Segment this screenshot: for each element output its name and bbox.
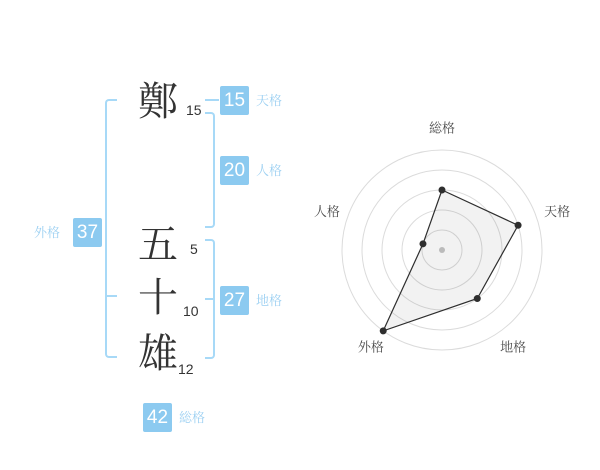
name-char-3-strokes: 10 — [183, 303, 199, 319]
radar-chart-svg — [302, 110, 582, 390]
jinkaku-badge: 20 — [220, 156, 249, 185]
jinkaku-bracket — [205, 112, 215, 228]
name-char-4: 雄 — [138, 332, 178, 376]
jinkaku-label: 人格 — [256, 163, 283, 178]
radar-data-point — [380, 327, 387, 334]
gaikaku-bracket — [105, 99, 117, 358]
tenkaku-badge: 15 — [220, 86, 249, 115]
name-char-2-strokes: 5 — [190, 241, 198, 257]
radar-axis-label: 人格 — [313, 204, 340, 220]
name-char-1-strokes: 15 — [186, 102, 202, 118]
radar-data-point — [474, 295, 481, 302]
radar-data-point — [439, 187, 446, 194]
radar-axis-label: 外格 — [357, 339, 384, 355]
chikaku-bracket-middle-tick — [205, 298, 215, 300]
soukaku-label: 総格 — [179, 410, 206, 425]
radar-data-point — [515, 222, 522, 229]
tenkaku-tick — [205, 99, 219, 101]
radar-data-point — [419, 240, 426, 247]
gaikaku-badge: 37 — [73, 218, 102, 247]
name-char-2: 五 — [138, 223, 178, 267]
gaikaku-bracket-middle-tick — [105, 295, 117, 297]
name-char-1: 鄭 — [138, 80, 178, 124]
tenkaku-label: 天格 — [256, 93, 283, 108]
chikaku-badge: 27 — [220, 286, 249, 315]
radar-axis-label: 天格 — [544, 204, 571, 220]
name-char-4-strokes: 12 — [178, 361, 194, 377]
chikaku-label: 地格 — [256, 293, 283, 308]
radar-axis-label: 総格 — [428, 120, 456, 136]
radar-chart — [302, 110, 582, 390]
gaikaku-label: 外格 — [34, 225, 61, 240]
soukaku-badge: 42 — [143, 403, 172, 432]
radar-axis-label: 地格 — [500, 339, 527, 355]
name-char-3: 十 — [138, 276, 178, 320]
